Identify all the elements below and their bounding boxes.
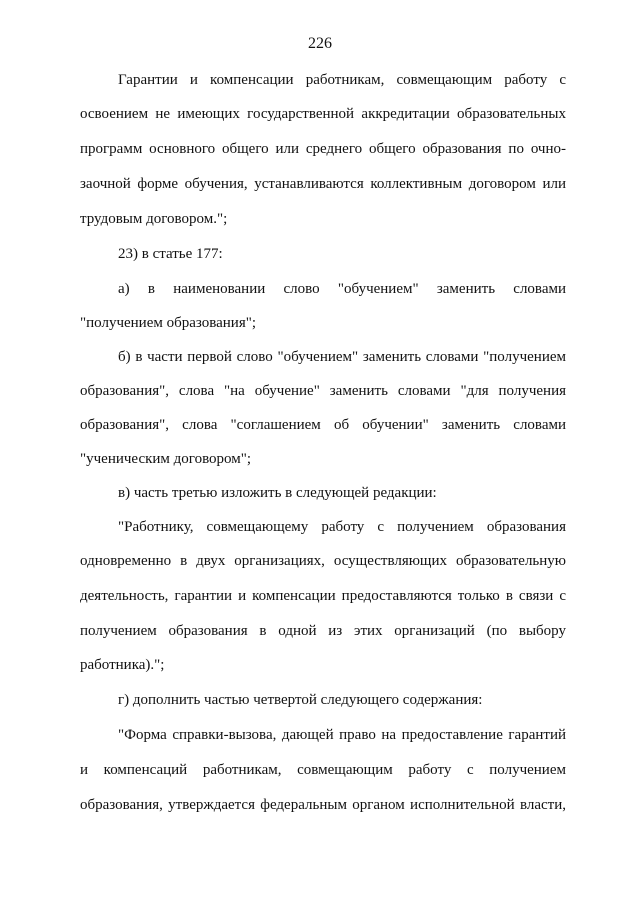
- text-line: программ основного общего или среднего общего образования по очно-: [80, 141, 566, 157]
- text-line: работника).";: [80, 657, 165, 673]
- text-line: трудовым договором.";: [80, 211, 228, 227]
- page-number: 226: [308, 35, 332, 52]
- text-line: получением образования в одной из этих организаций (по выбору: [80, 623, 566, 639]
- text-line: а) в наименовании слово "обучением" заменить словами: [118, 281, 566, 297]
- text-line: "получением образования";: [80, 315, 257, 331]
- text-line: Гарантии и компенсации работникам, совмещающим работу с: [118, 72, 566, 88]
- text-line: г) дополнить частью четвертой следующего содержания:: [118, 692, 483, 708]
- text-line: "Форма справки-вызова, дающей право на предоставление гарантий: [118, 727, 566, 743]
- text-line: образования, утверждается федеральным органом исполнительной власти,: [80, 797, 566, 813]
- text-line: б) в части первой слово "обучением" заменить словами "получением: [118, 349, 566, 365]
- text-line: "Работнику, совмещающему работу с получением образования: [118, 519, 566, 535]
- text-line: одновременно в двух организациях, осуществляющих образовательную: [80, 553, 566, 569]
- text-line: освоением не имеющих государственной аккредитации образовательных: [80, 106, 566, 122]
- text-line: деятельность, гарантии и компенсации предоставляются только в связи с: [80, 588, 566, 604]
- text-line: и компенсаций работникам, совмещающим работу с получением: [80, 762, 566, 778]
- text-line: "ученическим договором";: [80, 451, 252, 467]
- text-line: образования", слова "соглашением об обучении" заменить словами: [80, 417, 566, 433]
- text-line: заочной форме обучения, устанавливаются коллективным договором или: [80, 176, 566, 192]
- text-line: образования", слова "на обучение" заменить словами "для получения: [80, 383, 566, 399]
- text-line: 23) в статье 177:: [118, 246, 223, 262]
- text-line: в) часть третью изложить в следующей редакции:: [118, 485, 437, 501]
